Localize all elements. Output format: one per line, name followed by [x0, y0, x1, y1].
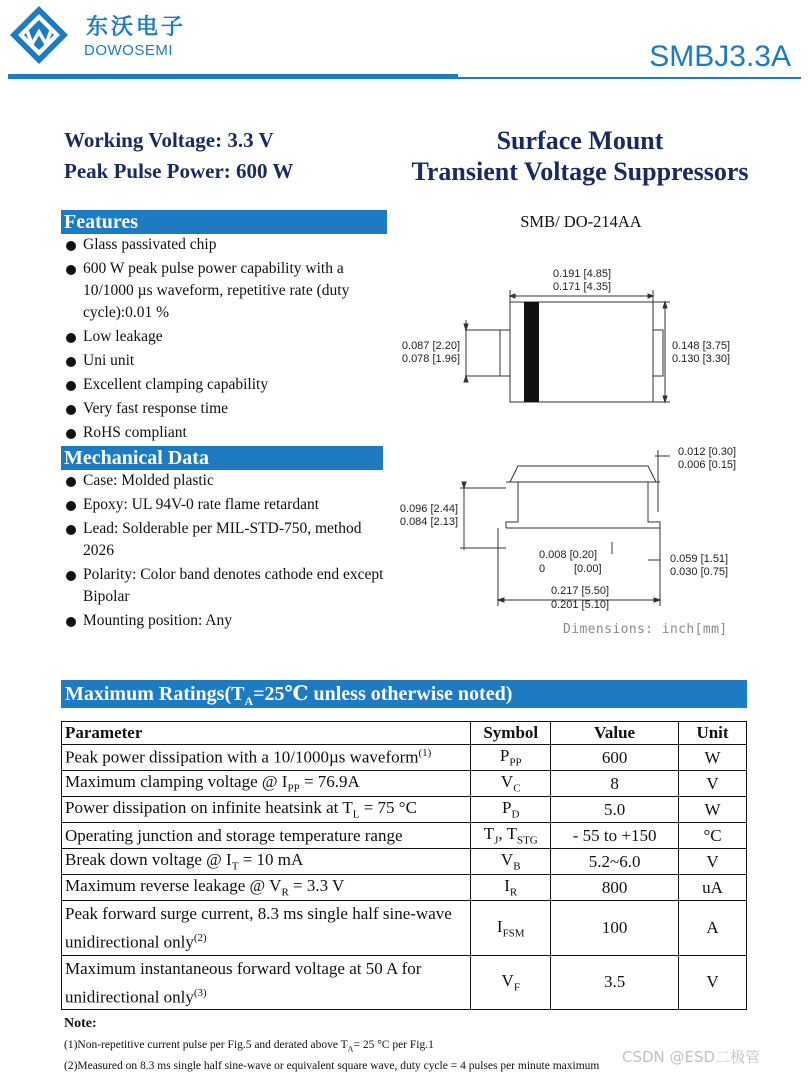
col-value: Value	[551, 722, 679, 745]
list-item: Case: Molded plastic	[66, 470, 396, 492]
dim-body-height-min: 0.130 [3.30]	[672, 353, 731, 365]
col-symbol: Symbol	[471, 722, 551, 745]
dim-lead-thickness-max: 0.012 [0.30]	[678, 446, 737, 458]
list-item: Mounting position: Any	[66, 610, 396, 632]
cathode-band	[524, 302, 539, 402]
brand-name-en: DOWOSEMI	[84, 42, 173, 59]
dim-standoff-min-a: 0	[539, 563, 546, 575]
list-item: Polarity: Color band denotes cathode end except Bipolar	[66, 564, 396, 608]
dim-lead-thickness-min: 0.006 [0.15]	[678, 459, 737, 471]
dim-body-height-max: 0.148 [3.75]	[672, 340, 731, 352]
title-line-2: Transient Voltage Suppressors	[411, 157, 749, 186]
dimensions-unit-note: Dimensions: inch[mm]	[563, 622, 728, 637]
dim-side-height-max: 0.096 [2.44]	[399, 503, 458, 515]
features-list	[66, 234, 396, 446]
table-row: Power dissipation on infinite heatsink at $T_L = 75$ °C $P_D$ 5.0 W	[62, 797, 747, 823]
table-header-row	[62, 722, 747, 745]
peak-pulse-power: Peak Pulse Power: 600 W	[64, 159, 294, 183]
dim-standoff-min-b: [0.00]	[574, 563, 602, 575]
dim-lead-height-min: 0.078 [1.96]	[401, 353, 460, 365]
list-item: Very fast response time	[66, 398, 396, 420]
dim-foot-length-max: 0.059 [1.51]	[670, 553, 729, 565]
header-rule-thick	[8, 74, 458, 79]
list-item: Low leakage	[66, 326, 396, 348]
dim-top-width-max: 0.191 [4.85]	[552, 268, 612, 280]
col-parameter: Parameter	[62, 722, 471, 745]
max-ratings-table	[61, 721, 747, 1010]
max-ratings-heading: Maximum $Ratings(T_A=25℃$ unless otherwise noted)	[61, 680, 747, 708]
list-item: Epoxy: UL 94V-0 rate flame retardant	[66, 494, 396, 516]
header-rule-thin	[458, 77, 801, 79]
mechanical-heading: Mechanical Data	[61, 446, 383, 470]
brand-name-cn: 东沃电子	[86, 15, 187, 40]
package-label: SMB/ DO-214AA	[520, 212, 642, 231]
col-unit: Unit	[679, 722, 747, 745]
title-line-1: Surface Mount	[496, 126, 664, 155]
table-row: Operating junction and storage temperature range $T_J$, $T_{STG}$ - 55 to +150 °C	[62, 823, 747, 849]
part-number: SMBJ3.3A	[649, 40, 791, 73]
table-row: Peak power dissipation with a 10/1000µs waveform$^{(1)}$ $P_{PP}$ 600 W	[62, 745, 747, 771]
table-row: Break down voltage @ $I_T = 10$ mA $V_B$ 5.2~6.0 V	[62, 849, 747, 875]
list-item: Glass passivated chip	[66, 234, 396, 256]
dim-total-width-max: 0.217 [5.50]	[550, 585, 610, 597]
notes-title: Note:	[64, 1016, 97, 1031]
list-item: Lead: Solderable per MIL-STD-750, method 2026	[66, 518, 396, 562]
mechanical-list	[66, 470, 396, 634]
table-row: Maximum clamping voltage @ $I_{PP} = 76.9A$ $V_C$ 8 V	[62, 771, 747, 797]
dim-total-width-min: 0.201 [5.10]	[550, 599, 610, 611]
list-item: Excellent clamping capability	[66, 374, 396, 396]
table-row: Maximum instantaneous forward voltage at 50 A for unidirectional only$^{(3)}$ $V_F$ 3.5 V	[62, 955, 747, 1010]
dim-standoff-max: 0.008 [0.20]	[539, 549, 598, 561]
dowosemi-logo	[8, 4, 70, 66]
watermark: CSDN @ESD二极管	[622, 1048, 761, 1066]
table-row: Peak forward surge current, 8.3 ms single half sine-wave unidirectional only$^{(2)}$ $I_{FSM}$ 100 A	[62, 901, 747, 956]
dim-top-width-min: 0.171 [4.35]	[552, 281, 612, 293]
list-item: RoHS compliant	[66, 422, 396, 444]
list-item: 600 W peak pulse power capability with a 10/1000 µs waveform, repetitive rate (duty cycle):0.01 %	[66, 258, 396, 324]
package-outline-drawing	[399, 260, 750, 620]
note-1: (1)Non-repetitive current pulse per Fig.5 and derated above $T_A= 25$ °C per Fig.1	[64, 1039, 434, 1054]
dim-side-height-min: 0.084 [2.13]	[399, 516, 458, 528]
dim-foot-length-min: 0.030 [0.75]	[670, 566, 729, 578]
dim-lead-height-max: 0.087 [2.20]	[401, 340, 460, 352]
list-item: Uni unit	[66, 350, 396, 372]
table-row: Maximum reverse leakage @ $V_R = 3.3$ V $I_R$ 800 uA	[62, 875, 747, 901]
working-voltage: Working Voltage: 3.3 V	[64, 128, 274, 152]
features-heading: Features	[61, 210, 387, 234]
note-2: (2)Measured on 8.3 ms single half sine-wave or equivalent square wave, duty cycle = 4 pulses per minute maximum	[64, 1060, 600, 1072]
